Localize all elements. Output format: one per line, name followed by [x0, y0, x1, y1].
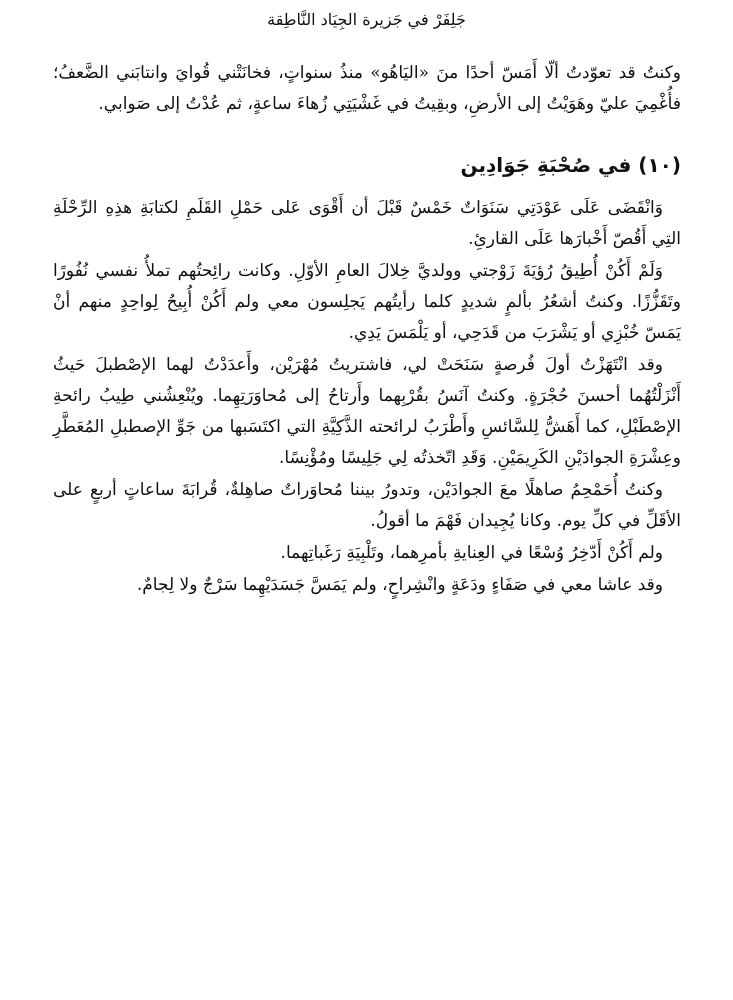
running-header: جَلِفَرْ في جَزيرة الجِيَاد النَّاطِقة — [267, 10, 466, 29]
paragraph-6: وقد عاشا معي في صَفَاءٍ ودَعَةٍ وانْشِراحٍ، ولم يَمَسَّ جَسَدَيْهِما سَرْجٌ ولا لِجامٌ. — [136, 575, 663, 595]
opening-paragraph: وكنتُ قد تعوّدتُ ألّا أَمَسّ أحدًا منَ «اليَاهُو» منذُ سنواتٍ، فخانَتْني قُوايَ وانتابَني الضَّعفُ؛ فأُغْمِيَ عليّ وهَوَيْتُ إلى الأرضِ، وبقِيتُ في غَشْيَتِي زُهاءَ ساعةٍ، ثم عُدْتُ إلى صَوابي. — [53, 63, 681, 114]
paragraph-4: وكنتُ أُحَمْحِمُ صاهلًا معَ الجوادَيْن، وتدورُ بيننا مُحاوَراتٌ صاهِلةٌ، قُرابَةَ ساعاتٍ أربعٍ على الأقَلِّ في كلِّ يوم. وكانا يُجِيدان فَهْمَ ما أقولُ. — [53, 480, 681, 531]
chapter-heading: (١٠) في صُحْبَةِ جَوَادِين — [460, 153, 681, 177]
paragraph-1: وَانْقَضَى عَلَى عَوْدَتِي سَنَوَاتٌ خَمْسٌ قَبْلَ أن أَقْوَى عَلى حَمْلِ القَلَمِ لكتابَةِ هذِهِ الرِّحْلَةِ التِي أَقُصّ أَخْبارَها عَلَى القارئِ. — [53, 198, 681, 249]
paragraph-5: ولم أَكُنْ أَدّخِرُ وُسْعًا في العِنايةِ بأمرِهما، وتَلْبِيَةِ رَغَباتِهما. — [280, 543, 663, 563]
body-text — [53, 58, 681, 601]
paragraph-3: وقد انْتَهَزْتُ أولَ فُرصةٍ سَنَحَتْ لي، فاشتريتُ مُهْرَيْن، وأَعدَدْتُ لهما الإصْطبلَ حَيثُ أَنْزَلْتُهُما أحسنَ حُجْرَةٍ. وكنتُ آنَسُ بقُرْبِهما وأَرتاحُ إلى مُحاوَرَتِهِما. ويُنْعِشُني طِيبُ رائحةِ الإصْطَبْلِ، كما أَهَشُّ لِلسَّائسِ وأَطْرَبُ لرائحته الذَّكِيَّةِ التي اكتَسَبها من جَوِّ الإصطبلِ المُعَطَّرِ وعِشْرَةِ الجوادَيْنِ الكَرِيمَيْنِ. وَقَدِ اتّخذتُه لِي جَلِيسًا ومُؤْنِسًا. — [53, 355, 681, 468]
paragraph-2: وَلَمْ أَكُنْ أُطِيقُ رُؤيَةَ زَوْجتي وولديَّ خِلالَ العامِ الأوّلِ. وكانت رائِحتُهم تملأُ نفسي نُفُورًا وتَقَزُّزًا. وكنتُ أشعُرُ بألمٍ شديدٍ كلما رأيتُهم يَجلِسون معي ولم أَكُنْ أُبِيحُ لِواحِدٍ منهم أنْ يَمَسّ خُبْزِي أو يَشْرَبَ من قَدَحِي، أو يَلْمَسَ يَدِي. — [53, 261, 681, 343]
